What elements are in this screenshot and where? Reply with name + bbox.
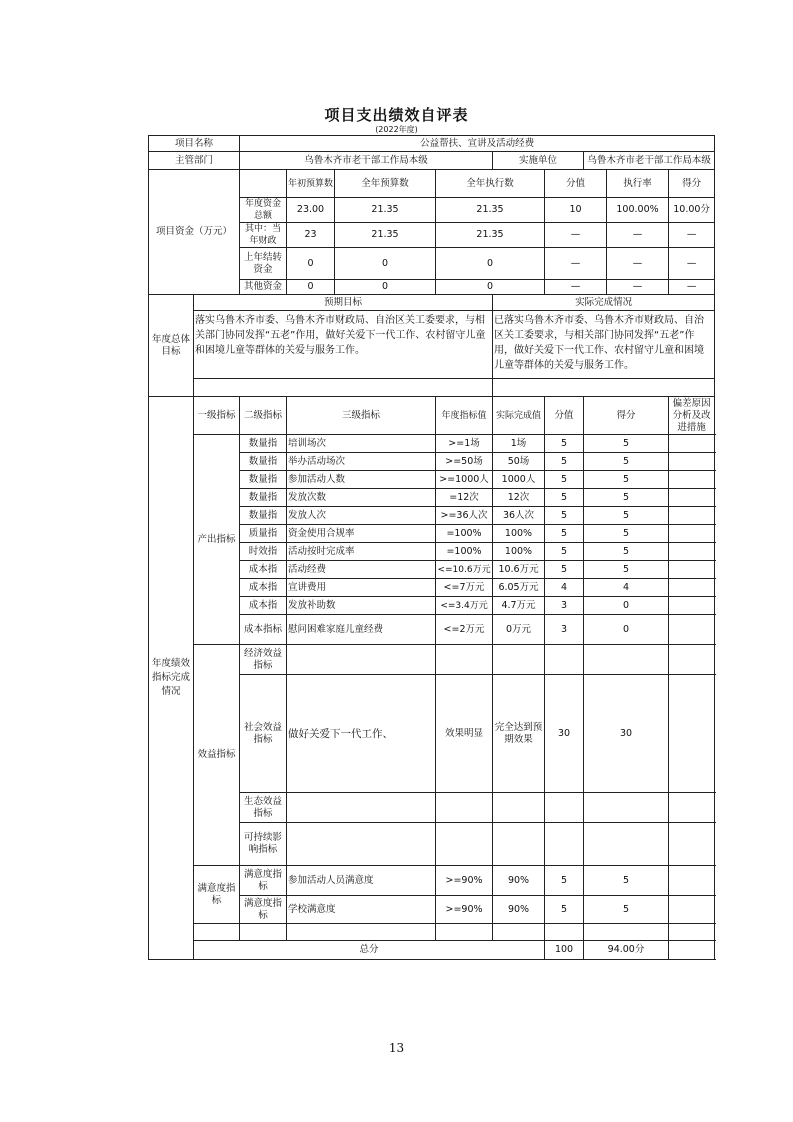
l2-cell: 经济效益指标 [240, 645, 287, 675]
got-cell: 0 [584, 615, 669, 645]
actual-cell: 36人次 [493, 507, 545, 525]
indicator-header: 得分 [584, 397, 669, 435]
deviation-cell [669, 823, 715, 866]
score-cell: 5 [545, 525, 584, 543]
goals-row [149, 311, 715, 379]
l2-cell: 满意度指标 [240, 866, 287, 896]
actual-cell: 6.05万元 [493, 579, 545, 597]
funds-cell: 21.35 [335, 223, 436, 248]
funds-cell: — [669, 248, 715, 280]
total-score: 100 [545, 941, 584, 960]
deviation-cell [669, 453, 715, 471]
got-cell: 5 [584, 489, 669, 507]
unit-value: 乌鲁木齐市老干部工作局本级 [584, 152, 715, 170]
funds-row-label: 其中：当年财政 [240, 223, 287, 248]
score-cell: 5 [545, 453, 584, 471]
indicator-header: 年度指标值 [436, 397, 493, 435]
deviation-cell [669, 525, 715, 543]
score-cell: 5 [545, 471, 584, 489]
actual-cell: 90% [493, 896, 545, 924]
target-cell: >=36人次 [436, 507, 493, 525]
target-cell: <=2万元 [436, 615, 493, 645]
l2-cell: 满意度指标 [240, 896, 287, 924]
l3-cell: 发放人次 [287, 507, 436, 525]
score-cell: 4 [545, 579, 584, 597]
target-cell: =12次 [436, 489, 493, 507]
indicator-row [149, 645, 715, 675]
unit-label: 实施单位 [493, 152, 584, 170]
indicator-header-row [149, 397, 715, 435]
page-subtitle: (2022年度) [375, 125, 418, 134]
indicators-section-label: 年度绩效指标完成情况 [149, 397, 194, 960]
l3-cell [287, 823, 436, 866]
score-cell: 5 [545, 896, 584, 924]
got-cell: 0 [584, 597, 669, 615]
deviation-cell [669, 507, 715, 525]
score-cell: 5 [545, 866, 584, 896]
l2-cell: 质量指 [240, 525, 287, 543]
indicator-row [149, 866, 715, 896]
funds-cell: 10 [545, 198, 607, 223]
l2-cell: 数量指 [240, 489, 287, 507]
indicator-header: 偏差原因分析及改进措施 [669, 397, 715, 435]
funds-cell: 21.35 [335, 198, 436, 223]
score-cell: 30 [545, 675, 584, 793]
actual-cell: 100% [493, 525, 545, 543]
funds-cell: 0 [335, 248, 436, 280]
actual-cell: 4.7万元 [493, 597, 545, 615]
funds-cell: 0 [436, 248, 545, 280]
l2-cell: 成本指 [240, 561, 287, 579]
deviation-cell [669, 645, 715, 675]
actual-cell [493, 823, 545, 866]
deviation-cell [669, 866, 715, 896]
funds-cell: — [669, 223, 715, 248]
blank-cell [493, 379, 715, 397]
l2-cell: 生态效益指标 [240, 793, 287, 823]
funds-row-label: 其他资金 [240, 280, 287, 295]
indicator-header: 三级指标 [287, 397, 436, 435]
blank-cell [669, 924, 715, 941]
deviation-cell [669, 675, 715, 793]
score-cell [545, 793, 584, 823]
actual-cell: 100% [493, 543, 545, 561]
project-name-label: 项目名称 [149, 136, 240, 152]
score-cell [545, 645, 584, 675]
output-label: 产出指标 [194, 435, 240, 645]
funds-cell: — [607, 248, 669, 280]
target-cell: >=1000人 [436, 471, 493, 489]
benefit-label: 效益指标 [194, 645, 240, 866]
got-cell: 5 [584, 866, 669, 896]
evaluation-table [148, 135, 715, 960]
l3-cell: 参加活动人员满意度 [287, 866, 436, 896]
deviation-cell [669, 579, 715, 597]
funds-header: 年初预算数 [287, 170, 335, 198]
got-cell: 5 [584, 453, 669, 471]
project-name: 公益帮扶、宣讲及活动经费 [240, 136, 715, 152]
l2-cell: 时效指 [240, 543, 287, 561]
funds-cell: 0 [287, 280, 335, 295]
actual-cell: 10.6万元 [493, 561, 545, 579]
l2-cell: 数量指 [240, 471, 287, 489]
deviation-cell [669, 615, 715, 645]
target-cell: <=3.4万元 [436, 597, 493, 615]
blank-cell [194, 924, 240, 941]
funds-header: 执行率 [607, 170, 669, 198]
funds-cell: — [669, 280, 715, 295]
got-cell: 5 [584, 525, 669, 543]
funds-header: 分值 [545, 170, 607, 198]
total-blank [669, 941, 715, 960]
blank-cell [240, 924, 287, 941]
got-cell: 30 [584, 675, 669, 793]
page-number: 13 [388, 1041, 405, 1055]
got-cell: 5 [584, 543, 669, 561]
blank-row [149, 924, 715, 941]
funds-cell: — [607, 223, 669, 248]
actual-cell [493, 793, 545, 823]
got-cell: 5 [584, 561, 669, 579]
l2-cell: 数量指 [240, 453, 287, 471]
score-cell [545, 823, 584, 866]
funds-corner [240, 170, 287, 198]
indicator-row [149, 435, 715, 453]
expected-goal: 落实乌鲁木齐市委、乌鲁木齐市财政局、自治区关工委要求，与相关部门协同发挥“五老”作用，做好关爱下一代工作、农村留守儿童和困境儿童等群体的关爱与服务工作。 [194, 311, 493, 379]
l2-cell: 成本指标 [240, 615, 287, 645]
deviation-cell [669, 896, 715, 924]
funds-header: 全年预算数 [335, 170, 436, 198]
total-label: 总分 [194, 941, 545, 960]
target-cell [436, 823, 493, 866]
got-cell [584, 645, 669, 675]
target-cell: <=10.6万元 [436, 561, 493, 579]
score-cell: 5 [545, 489, 584, 507]
actual-header: 实际完成情况 [493, 295, 715, 311]
total-row [149, 941, 715, 960]
l3-cell [287, 793, 436, 823]
deviation-cell [669, 471, 715, 489]
funds-header-row [149, 170, 715, 198]
l3-cell: 慰问困难家庭儿童经费 [287, 615, 436, 645]
funds-row-label: 年度资金总额 [240, 198, 287, 223]
actual-goal: 已落实乌鲁木齐市委、乌鲁木齐市财政局、自治区关工委要求，与相关部门协同发挥“五老”作用，做好关爱下一代工作、农村留守儿童和困境儿童等群体的关爱与服务工作。 [493, 311, 715, 379]
score-cell: 3 [545, 615, 584, 645]
l2-cell: 成本指 [240, 579, 287, 597]
funds-cell: 23.00 [287, 198, 335, 223]
deviation-cell [669, 543, 715, 561]
deviation-cell [669, 489, 715, 507]
funds-header: 全年执行数 [436, 170, 545, 198]
l3-cell: 做好关爱下一代工作、 [287, 675, 436, 793]
funds-cell: — [545, 280, 607, 295]
l3-cell: 参加活动人数 [287, 471, 436, 489]
got-cell: 5 [584, 471, 669, 489]
score-cell: 5 [545, 435, 584, 453]
l2-cell: 数量指 [240, 435, 287, 453]
funds-cell: 21.35 [436, 223, 545, 248]
deviation-cell [669, 435, 715, 453]
target-cell: =100% [436, 543, 493, 561]
funds-cell: 23 [287, 223, 335, 248]
score-cell: 3 [545, 597, 584, 615]
dept-label: 主管部门 [149, 152, 240, 170]
funds-cell: — [545, 248, 607, 280]
blank-cell [287, 924, 436, 941]
got-cell [584, 823, 669, 866]
deviation-cell [669, 597, 715, 615]
funds-cell: 100.00% [607, 198, 669, 223]
score-cell: 5 [545, 561, 584, 579]
blank-cell [545, 924, 584, 941]
target-cell [436, 793, 493, 823]
indicator-header: 二级指标 [240, 397, 287, 435]
actual-cell: 1000人 [493, 471, 545, 489]
got-cell [584, 793, 669, 823]
got-cell: 5 [584, 896, 669, 924]
funds-label: 项目资金（万元） [149, 170, 240, 295]
funds-row-label: 上年结转资金 [240, 248, 287, 280]
funds-header: 得分 [669, 170, 715, 198]
funds-cell: 0 [287, 248, 335, 280]
l3-cell: 培训场次 [287, 435, 436, 453]
target-cell: >=50场 [436, 453, 493, 471]
indicator-header: 实际完成值 [493, 397, 545, 435]
l3-cell: 发放补助数 [287, 597, 436, 615]
blank-cell [194, 379, 493, 397]
l3-cell: 学校满意度 [287, 896, 436, 924]
got-cell: 4 [584, 579, 669, 597]
actual-cell: 90% [493, 866, 545, 896]
goals-label: 年度总体目标 [149, 295, 194, 397]
actual-cell: 50场 [493, 453, 545, 471]
dept-value: 乌鲁木齐市老干部工作局本级 [240, 152, 493, 170]
deviation-cell [669, 561, 715, 579]
l2-cell: 可持续影响指标 [240, 823, 287, 866]
blank-cell [584, 924, 669, 941]
funds-cell: — [545, 223, 607, 248]
total-got: 94.00分 [584, 941, 669, 960]
target-cell: =100% [436, 525, 493, 543]
target-cell: 效果明显 [436, 675, 493, 793]
l3-cell: 举办活动场次 [287, 453, 436, 471]
blank-cell [436, 924, 493, 941]
score-cell: 5 [545, 543, 584, 561]
indicator-header: 一级指标 [194, 397, 240, 435]
funds-cell: 0 [335, 280, 436, 295]
satisfaction-label: 满意度指标 [194, 866, 240, 924]
deviation-cell [669, 793, 715, 823]
l2-cell: 数量指 [240, 507, 287, 525]
goals-blank-row [149, 379, 715, 397]
score-cell: 5 [545, 507, 584, 525]
l3-cell: 活动按时完成率 [287, 543, 436, 561]
dept-row [149, 152, 715, 170]
l3-cell: 活动经费 [287, 561, 436, 579]
actual-cell: 0万元 [493, 615, 545, 645]
project-name-row [149, 136, 715, 152]
l3-cell: 资金使用合规率 [287, 525, 436, 543]
funds-cell: — [607, 280, 669, 295]
l2-cell: 成本指 [240, 597, 287, 615]
indicator-header: 分值 [545, 397, 584, 435]
target-cell: >=90% [436, 896, 493, 924]
funds-cell: 0 [436, 280, 545, 295]
target-cell: <=7万元 [436, 579, 493, 597]
actual-cell: 完全达到预期效果 [493, 675, 545, 793]
l2-cell: 社会效益指标 [240, 675, 287, 793]
funds-cell: 21.35 [436, 198, 545, 223]
l3-cell: 发放次数 [287, 489, 436, 507]
actual-cell: 1场 [493, 435, 545, 453]
funds-cell: 10.00分 [669, 198, 715, 223]
actual-cell [493, 645, 545, 675]
target-cell: >=1场 [436, 435, 493, 453]
target-cell [436, 645, 493, 675]
l3-cell: 宣讲费用 [287, 579, 436, 597]
expected-header: 预期目标 [194, 295, 493, 311]
goals-header-row [149, 295, 715, 311]
target-cell: >=90% [436, 866, 493, 896]
actual-cell: 12次 [493, 489, 545, 507]
got-cell: 5 [584, 435, 669, 453]
l3-cell [287, 645, 436, 675]
got-cell: 5 [584, 507, 669, 525]
page-title: 项目支出绩效自评表 [324, 106, 469, 124]
blank-cell [493, 924, 545, 941]
